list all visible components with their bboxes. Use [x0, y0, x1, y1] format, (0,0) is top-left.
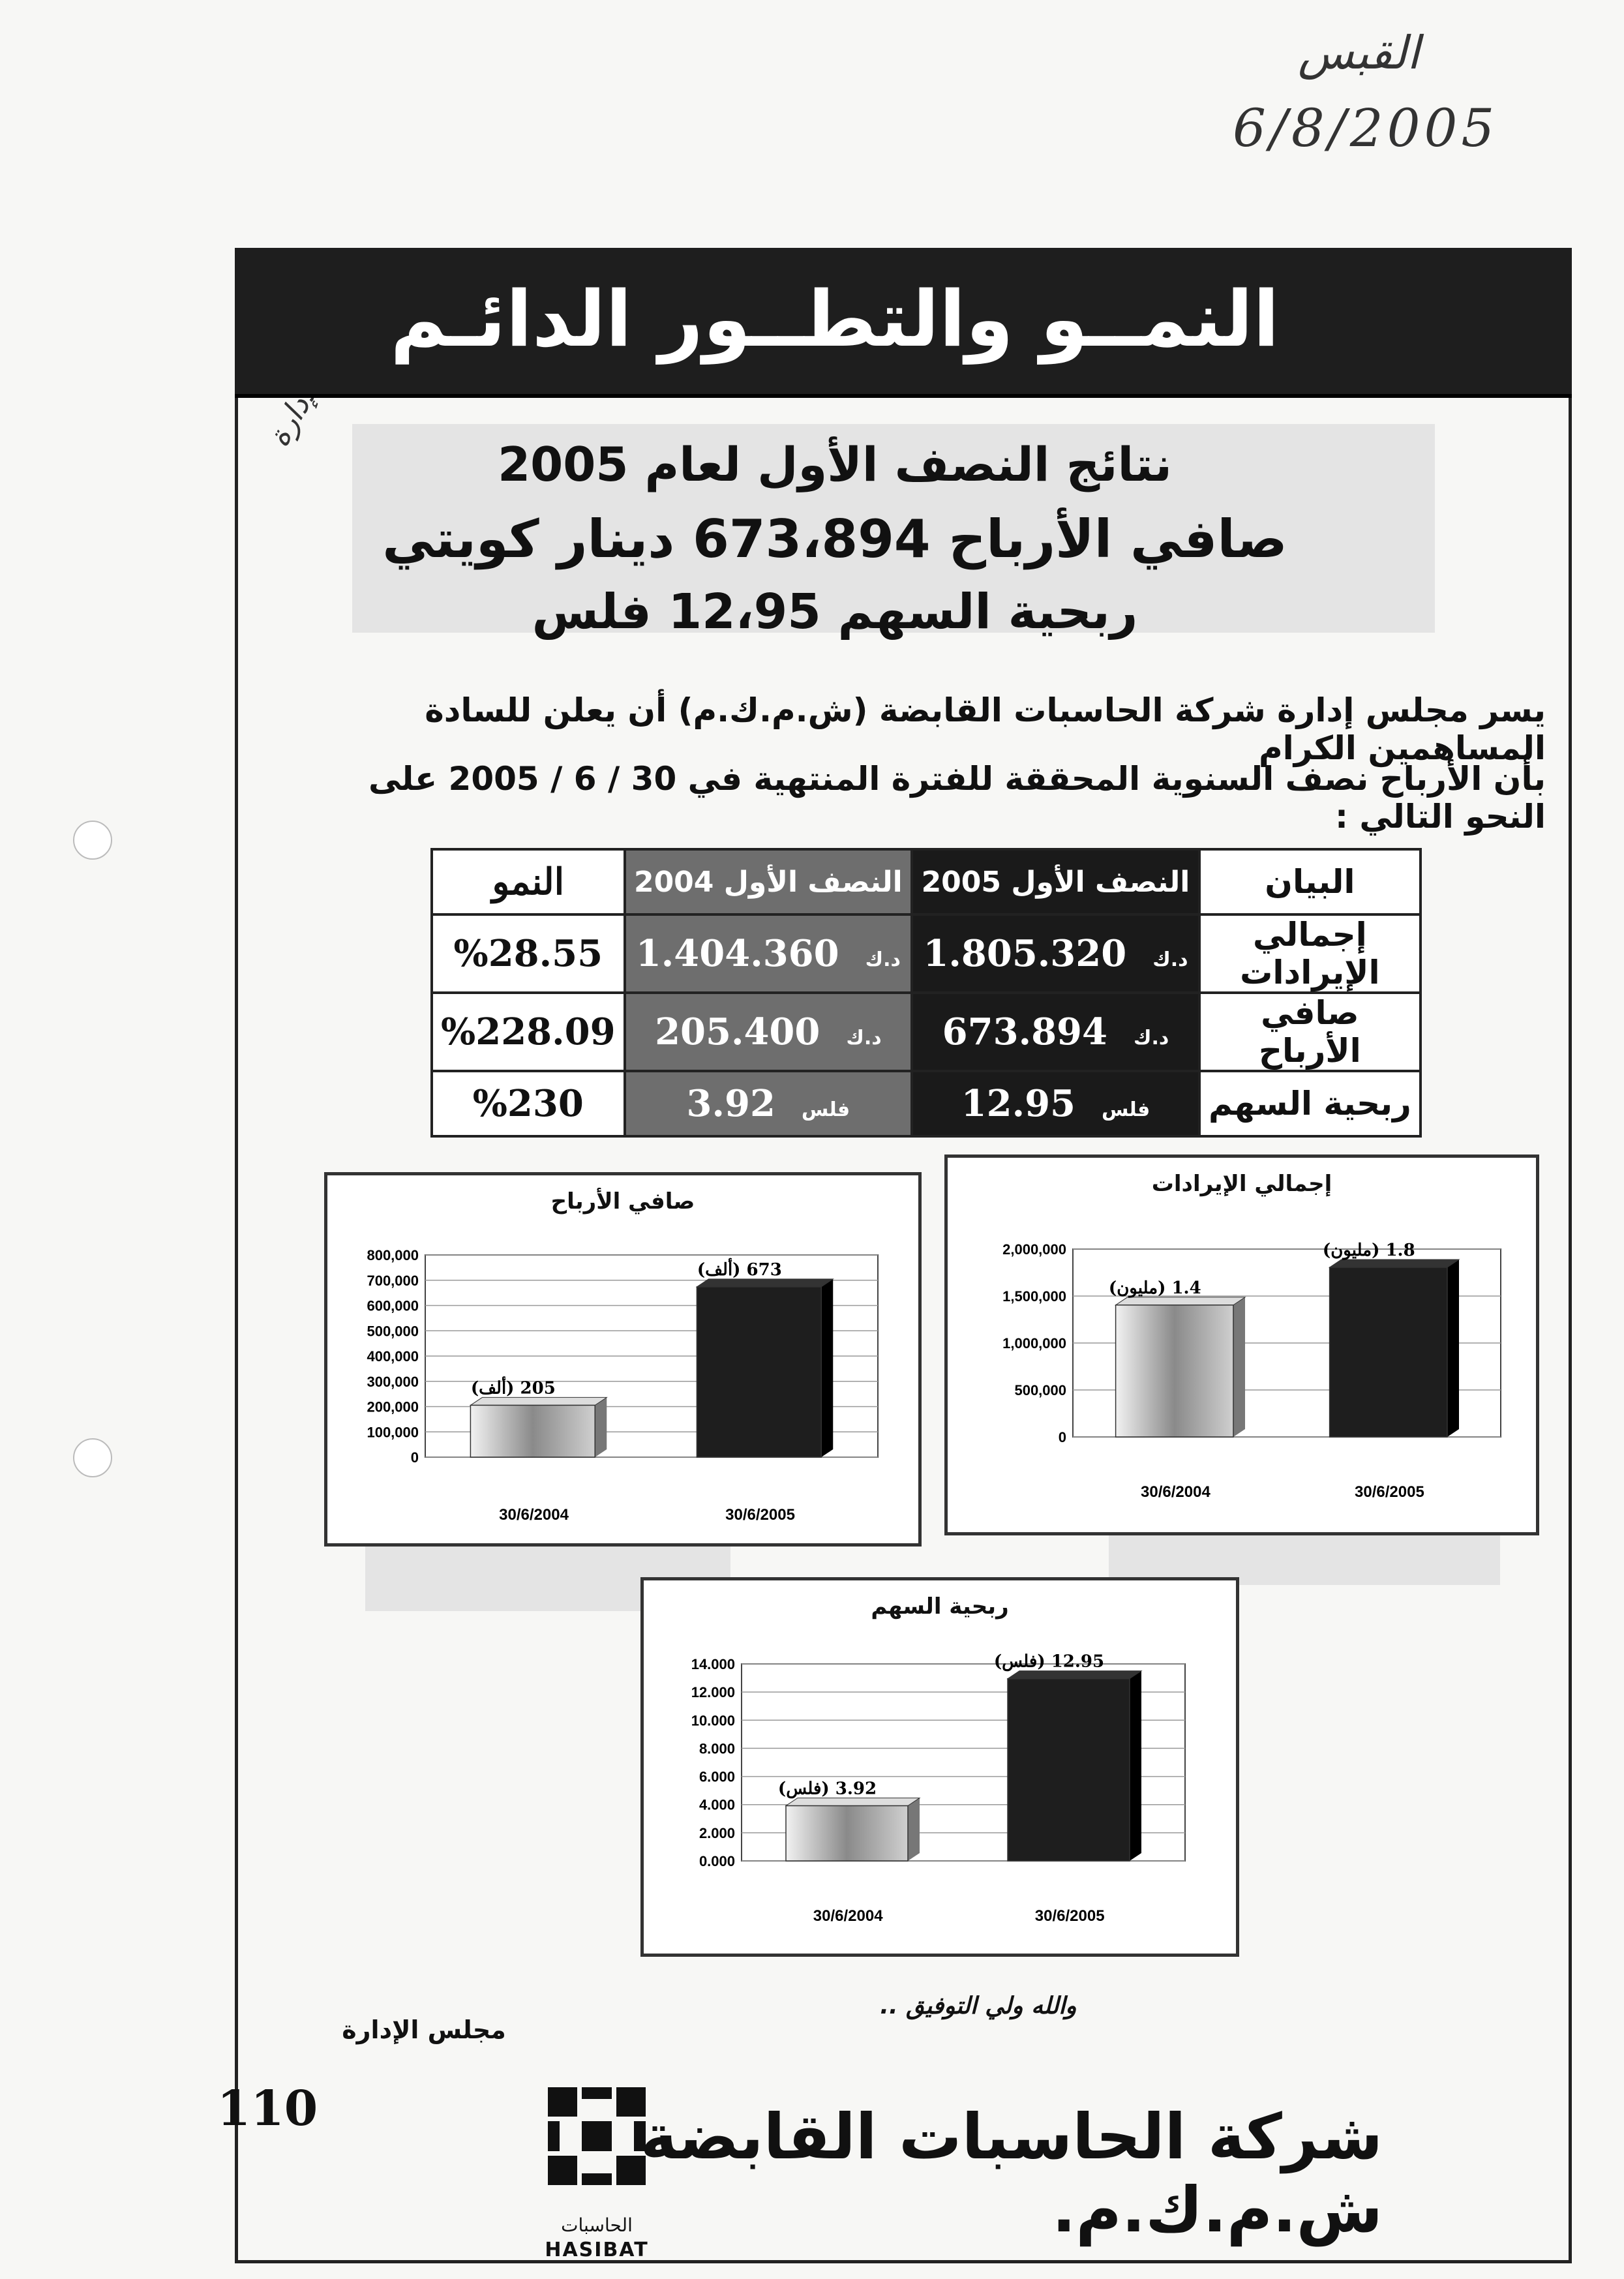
bar-top: [786, 1798, 920, 1805]
header-label: البيان: [1199, 849, 1421, 914]
y-tick-label: 14.000: [691, 1656, 735, 1672]
y-tick-label: 12.000: [691, 1684, 735, 1701]
headline-period: نتائج النصف الأول لعام 2005: [498, 437, 1172, 492]
announcement-line-2: بأن الأرباح نصف السنوية المحققة للفترة المنتهية في 30 / 6 / 2005 على النحو التالي :: [368, 760, 1546, 836]
y-tick-label: 800,000: [367, 1247, 419, 1263]
handwritten-date: 6/8/2005: [1233, 98, 1499, 158]
y-tick-label: 8.000: [699, 1740, 735, 1757]
row-value-2004: د.ك205.400: [625, 993, 912, 1071]
x-category-label: 30/6/2005: [1355, 1483, 1424, 1501]
bar-data-label: 1.4 (مليون): [1108, 1278, 1201, 1298]
bar-top: [470, 1397, 607, 1405]
x-category-label: 30/6/2004: [813, 1907, 883, 1925]
company-name: شركة الحاسبات القابضة ش.م.ك.م.: [640, 2100, 1383, 2246]
x-category-label: 30/6/2004: [499, 1506, 569, 1524]
logo-latin-text: HASIBAT: [545, 2239, 649, 2261]
chart-plot: [644, 1580, 1236, 1954]
header-growth: النمو: [432, 849, 625, 914]
bar-side: [908, 1798, 920, 1861]
currency-unit: د.ك: [865, 948, 901, 971]
bar: [786, 1805, 908, 1861]
row-growth: %230: [432, 1071, 625, 1136]
results-table: [430, 848, 1422, 1138]
bar-data-label: 673 (ألف): [697, 1260, 782, 1280]
y-tick-label: 200,000: [367, 1398, 419, 1415]
chart-title: صافي الأرباح: [550, 1188, 695, 1215]
currency-unit: د.ك: [1133, 1027, 1169, 1049]
y-tick-label: 2.000: [699, 1824, 735, 1841]
chart-total-revenue: [944, 1155, 1539, 1535]
row-value-2004: فلس3.92: [625, 1071, 912, 1136]
chart-net-profit: [324, 1172, 922, 1547]
row-value-2005: د.ك1.805.320: [912, 914, 1199, 993]
y-tick-label: 2,000,000: [1002, 1241, 1066, 1258]
closing-text: والله ولي التوفيق ..: [880, 1993, 1077, 2019]
row-label: إجمالي الإيرادات: [1199, 914, 1421, 993]
header-title: النمــو والتطــور الدائـم: [390, 274, 1280, 364]
row-value-2005: فلس12.95: [912, 1071, 1199, 1136]
y-tick-label: 0: [1058, 1429, 1066, 1445]
y-tick-label: 100,000: [367, 1424, 419, 1441]
header-2004: النصف الأول 2004: [625, 849, 912, 914]
table-row: [432, 914, 1421, 993]
bar-side: [821, 1279, 833, 1457]
x-category-label: 30/6/2005: [1034, 1907, 1105, 1925]
bar-top: [1330, 1260, 1459, 1267]
y-tick-label: 700,000: [367, 1272, 419, 1289]
row-growth: %228.09: [432, 993, 625, 1071]
punch-hole-bottom: [73, 1438, 112, 1477]
y-tick-label: 0.000: [699, 1853, 735, 1869]
punch-hole-top: [73, 821, 112, 860]
row-label: صافي الأرباح: [1199, 993, 1421, 1071]
bar: [1330, 1267, 1447, 1437]
currency-unit: فلس: [801, 1098, 850, 1121]
x-category-label: 30/6/2004: [1141, 1483, 1210, 1501]
board-signature: مجلس الإدارة: [342, 2015, 506, 2044]
bar: [697, 1287, 821, 1457]
headline-eps: ربحية السهم 12،95 فلس: [532, 584, 1138, 640]
table-row: [432, 993, 1421, 1071]
chart-title: إجمالي الإيرادات: [1151, 1171, 1332, 1197]
handwritten-source: القبس: [1298, 26, 1420, 80]
bar-side: [1447, 1260, 1459, 1437]
currency-unit: فلس: [1102, 1098, 1150, 1121]
bar-side: [595, 1397, 607, 1457]
bar-data-label: 205 (ألف): [470, 1378, 556, 1398]
bar-data-label: 3.92 (فلس): [777, 1779, 877, 1799]
y-tick-label: 10.000: [691, 1712, 735, 1729]
row-growth: %28.55: [432, 914, 625, 993]
chart-eps: [640, 1577, 1239, 1957]
bar-side: [1130, 1671, 1141, 1861]
table-header-row: [432, 849, 1421, 914]
row-label: ربحية السهم: [1199, 1071, 1421, 1136]
x-category-label: 30/6/2005: [725, 1506, 795, 1524]
table-row: [432, 1071, 1421, 1136]
bar: [1116, 1305, 1233, 1437]
announcement-line-1: يسر مجلس إدارة شركة الحاسبات القابضة (ش.م.ك.م) أن يعلن للسادة المساهمين الكرام: [425, 691, 1546, 767]
bar-top: [1008, 1671, 1141, 1679]
headline-net-profit: صافي الأرباح 673،894 دينار كويتي: [382, 509, 1287, 569]
y-tick-label: 600,000: [367, 1297, 419, 1314]
currency-unit: د.ك: [1152, 948, 1188, 971]
hasibat-logo-icon: [541, 2081, 652, 2218]
row-value-2005: د.ك673.894: [912, 993, 1199, 1071]
y-tick-label: 500,000: [1014, 1382, 1066, 1398]
currency-unit: د.ك: [846, 1027, 882, 1049]
header-2005: النصف الأول 2005: [912, 849, 1199, 914]
bar: [470, 1405, 595, 1457]
chart-plot: [948, 1158, 1536, 1532]
chart-title: ربحية السهم: [871, 1593, 1009, 1620]
y-tick-label: 1,000,000: [1002, 1335, 1066, 1351]
bar-side: [1233, 1297, 1245, 1437]
bar-data-label: 12.95 (فلس): [993, 1652, 1105, 1672]
page-number: 110: [217, 2081, 318, 2137]
y-tick-label: 6.000: [699, 1768, 735, 1785]
y-tick-label: 1,500,000: [1002, 1288, 1066, 1305]
y-tick-label: 0: [410, 1449, 419, 1466]
chart-plot: [327, 1175, 918, 1543]
bar-top: [697, 1279, 833, 1287]
bar-top: [1116, 1297, 1245, 1305]
y-tick-label: 400,000: [367, 1348, 419, 1365]
y-tick-label: 300,000: [367, 1373, 419, 1390]
bar-data-label: 1.8 (مليون): [1322, 1241, 1415, 1261]
bar: [1008, 1679, 1130, 1861]
y-tick-label: 4.000: [699, 1796, 735, 1813]
logo-arabic-text: الحاسبات: [561, 2214, 633, 2236]
y-tick-label: 500,000: [367, 1323, 419, 1340]
row-value-2004: د.ك1.404.360: [625, 914, 912, 993]
